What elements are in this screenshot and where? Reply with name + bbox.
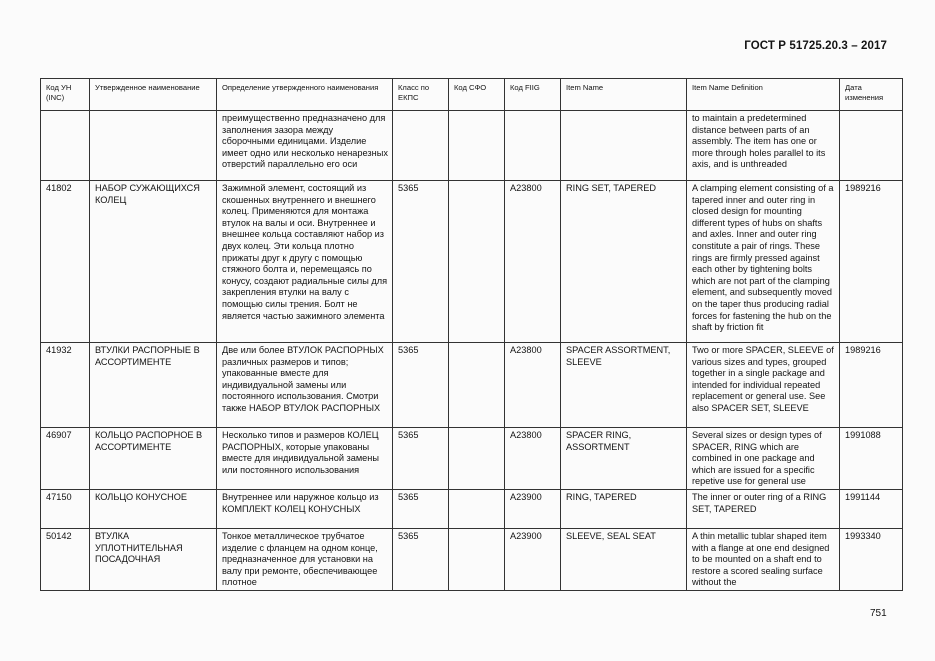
cell-item-name-definition: A thin metallic tublar shaped item with a flange at one end designed to be mounted on a shaft end to restore a scored sealing surface without the <box>687 529 840 591</box>
cell-sfo-code <box>449 529 505 591</box>
cell-class: 5365 <box>393 181 449 343</box>
cell-inc-code <box>41 111 90 181</box>
cell-sfo-code <box>449 428 505 490</box>
cell-name-definition: Две или более ВТУЛОК РАСПОРНЫХ различных размеров и типов; упакованные вместе для индивидуальной замены или постоянного использования. Смотри также НАБОР ВТУЛОК РАСПОРНЫХ <box>217 343 393 428</box>
cell-sfo-code <box>449 181 505 343</box>
cell-fiig-code: A23900 <box>505 490 561 529</box>
cell-fiig-code: A23800 <box>505 181 561 343</box>
cell-sfo-code <box>449 490 505 529</box>
cell-fiig-code: A23800 <box>505 343 561 428</box>
table-row <box>41 428 903 490</box>
cell-class: 5365 <box>393 529 449 591</box>
header-change-date: Дата изменения <box>840 79 903 111</box>
cell-fiig-code: A23900 <box>505 529 561 591</box>
cell-name-definition: Несколько типов и размеров КОЛЕЦ РАСПОРНЫХ, которые упакованы вместе для индивидуальной замены или постоянного использования <box>217 428 393 490</box>
header-approved-name: Утвержденное наименование <box>90 79 217 111</box>
cell-item-name: SPACER RING, ASSORTMENT <box>561 428 687 490</box>
table-row <box>41 529 903 591</box>
header-fiig-code: Код FIIG <box>505 79 561 111</box>
table-header-row <box>41 79 903 111</box>
table-row <box>41 490 903 529</box>
table-row <box>41 111 903 181</box>
table-body <box>41 111 903 591</box>
cell-change-date <box>840 111 903 181</box>
cell-inc-code: 47150 <box>41 490 90 529</box>
cell-name-definition: Внутреннее или наружное кольцо из КОМПЛЕКТ КОЛЕЦ КОНУСНЫХ <box>217 490 393 529</box>
cell-approved-name: КОЛЬЦО РАСПОРНОЕ В АССОРТИМЕНТЕ <box>90 428 217 490</box>
cell-change-date: 1993340 <box>840 529 903 591</box>
cell-class <box>393 111 449 181</box>
cell-sfo-code <box>449 111 505 181</box>
document-code: ГОСТ Р 51725.20.3 – 2017 <box>744 40 887 52</box>
cell-item-name-definition: A clamping element consisting of a tapered inner and outer ring in closed design for mounting different types of hubs on shafts and axles. Inner and outer ring constitute a pair of rings. These rings are firmly pressed against each other by tightening bolts which are not part of the clamping element, and subsequently moved on the taper thus producing radial forces for fastening the hub on the shaft by friction fit <box>687 181 840 343</box>
cell-inc-code: 41802 <box>41 181 90 343</box>
cell-inc-code: 50142 <box>41 529 90 591</box>
item-registry-table <box>40 78 903 591</box>
cell-change-date: 1989216 <box>840 181 903 343</box>
cell-class: 5365 <box>393 490 449 529</box>
header-class: Класс по ЕКПС <box>393 79 449 111</box>
table-row <box>41 181 903 343</box>
cell-fiig-code: A23800 <box>505 428 561 490</box>
cell-change-date: 1991144 <box>840 490 903 529</box>
cell-class: 5365 <box>393 428 449 490</box>
header-sfo-code: Код СФО <box>449 79 505 111</box>
cell-item-name-definition: Two or more SPACER, SLEEVE of various sizes and types, grouped together in a single package and intended for individual repeated replacement or general use. See also SPACER SET, SLEEVE <box>687 343 840 428</box>
cell-name-definition: Тонкое металлическое трубчатое изделие с фланцем на одном конце, предназначенное для установки на валу при ремонте, обеспечивающее плотное <box>217 529 393 591</box>
cell-item-name-definition: The inner or outer ring of a RING SET, TAPERED <box>687 490 840 529</box>
table-row <box>41 343 903 428</box>
cell-inc-code: 46907 <box>41 428 90 490</box>
cell-item-name-definition: to maintain a predetermined distance between parts of an assembly. The item has one or more through holes parallel to its axis, and is unthreaded <box>687 111 840 181</box>
cell-item-name: RING, TAPERED <box>561 490 687 529</box>
cell-sfo-code <box>449 343 505 428</box>
cell-approved-name: КОЛЬЦО КОНУСНОЕ <box>90 490 217 529</box>
header-name-definition: Определение утвержденного наименования <box>217 79 393 111</box>
cell-change-date: 1989216 <box>840 343 903 428</box>
cell-approved-name: ВТУЛКИ РАСПОРНЫЕ В АССОРТИМЕНТЕ <box>90 343 217 428</box>
cell-name-definition: Зажимной элемент, состоящий из скошенных внутреннего и внешнего колец. Применяются для монтажа втулок на валы и оси. Внутреннее и внешнее кольца составляют набор из двух колец. Эти кольца плотно прижаты друг к другу с помощью стяжного болта и, перемещаясь по конусу, создают радиальные силы для закрепления втулки на валу с помощью силы трения. Болт не является частью зажимного элемента <box>217 181 393 343</box>
cell-approved-name <box>90 111 217 181</box>
cell-class: 5365 <box>393 343 449 428</box>
cell-name-definition: преимущественно предназначено для заполнения зазора между сборочными единицами. Изделие имеет одно или несколько ненарезных отверстий параллельно его оси <box>217 111 393 181</box>
cell-item-name-definition: Several sizes or design types of SPACER, RING which are combined in one package and which are issued for a specific repetive use for general use <box>687 428 840 490</box>
cell-change-date: 1991088 <box>840 428 903 490</box>
cell-approved-name: НАБОР СУЖАЮЩИХСЯ КОЛЕЦ <box>90 181 217 343</box>
cell-item-name: SLEEVE, SEAL SEAT <box>561 529 687 591</box>
header-inc-code: Код УН (INC) <box>41 79 90 111</box>
cell-item-name: RING SET, TAPERED <box>561 181 687 343</box>
cell-fiig-code <box>505 111 561 181</box>
cell-item-name: SPACER ASSORTMENT, SLEEVE <box>561 343 687 428</box>
cell-inc-code: 41932 <box>41 343 90 428</box>
header-item-name: Item Name <box>561 79 687 111</box>
page-number: 751 <box>870 608 887 619</box>
header-item-name-definition: Item Name Definition <box>687 79 840 111</box>
cell-item-name <box>561 111 687 181</box>
cell-approved-name: ВТУЛКА УПЛОТНИТЕЛЬНАЯ ПОСАДОЧНАЯ <box>90 529 217 591</box>
